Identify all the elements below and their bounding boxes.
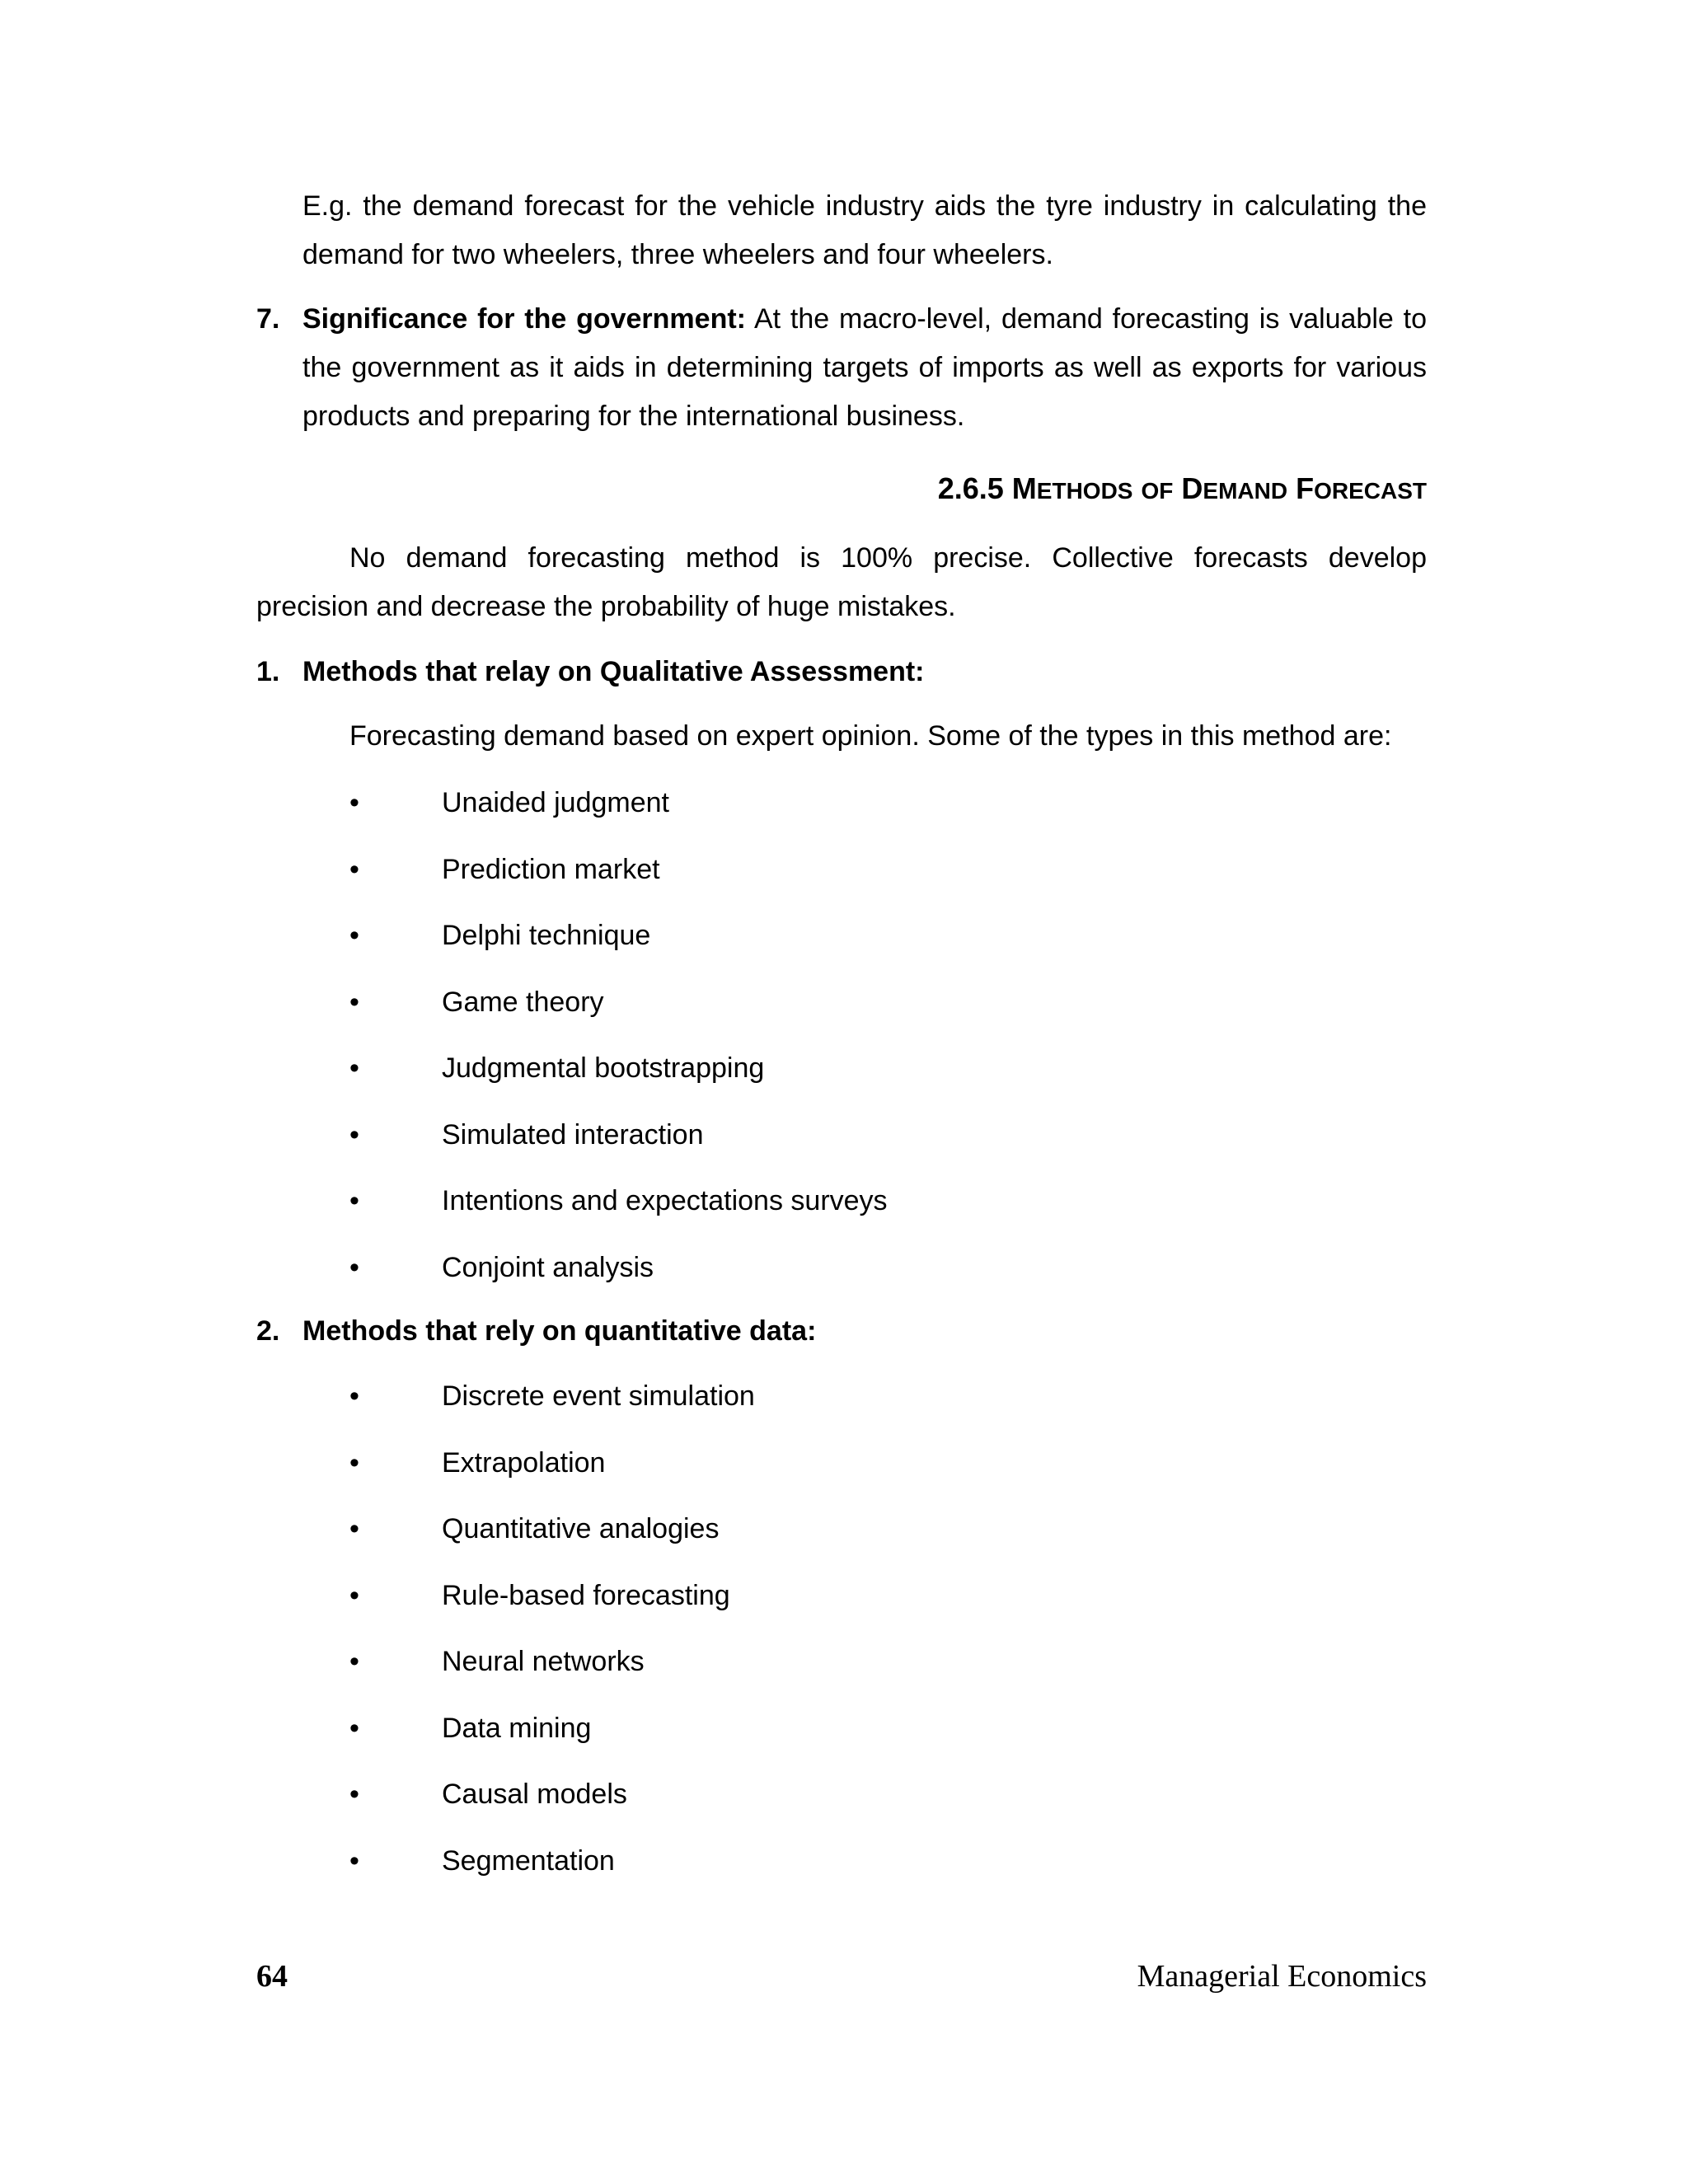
- section-heading: [256, 464, 1427, 515]
- bullet-icon: •: [349, 1052, 359, 1084]
- list-item-label: Unaided judgment: [442, 787, 669, 818]
- page-number: 64: [256, 1959, 288, 1994]
- bullet-icon: •: [349, 1844, 359, 1877]
- methods-intro-line-1: No demand forecasting method is 100% precise. Collective forecasts develop: [349, 542, 1427, 574]
- book-title: Managerial Economics: [1137, 1959, 1427, 1994]
- item-7-number: 7.: [256, 303, 280, 335]
- bullet-icon: •: [349, 1185, 359, 1216]
- method-2-number: 2.: [256, 1315, 280, 1347]
- bullet-icon: •: [349, 1118, 359, 1151]
- list-item-label: Game theory: [442, 986, 604, 1018]
- method-1-description: Forecasting demand based on expert opinion. Some of the types in this method are:: [349, 720, 1392, 752]
- heading-word-4-rest: ORECAST: [1314, 478, 1427, 504]
- heading-word-2: OF: [1141, 478, 1174, 504]
- method-1-title: Methods that relay on Qualitative Assessment:: [302, 656, 925, 687]
- intro-line-2: demand for two wheelers, three wheelers and four wheelers.: [302, 239, 1053, 270]
- method-2-title: Methods that rely on quantitative data:: [302, 1315, 817, 1347]
- heading-word-4-cap: F: [1296, 471, 1315, 505]
- bullet-icon: •: [349, 1579, 359, 1611]
- list-item-label: Segmentation: [442, 1844, 615, 1877]
- item-7-line-1: [302, 295, 1427, 344]
- bullet-icon: •: [349, 1646, 359, 1677]
- heading-word-3-rest: EMAND: [1203, 478, 1288, 504]
- section-number: 2.6.5: [937, 471, 1004, 505]
- item-7-line-3: products and preparing for the international business.: [302, 401, 965, 432]
- bullet-icon: •: [349, 920, 359, 951]
- bullet-icon: •: [349, 1779, 359, 1810]
- bullet-icon: •: [349, 1446, 359, 1479]
- list-item-label: Rule-based forecasting: [442, 1579, 730, 1611]
- list-item-label: Data mining: [442, 1712, 592, 1744]
- bullet-icon: •: [349, 1712, 359, 1744]
- bullet-icon: •: [349, 1251, 359, 1283]
- method-1-number: 1.: [256, 656, 280, 687]
- heading-word-1-cap: M: [1011, 471, 1037, 505]
- list-item-label: Simulated interaction: [442, 1118, 704, 1151]
- heading-word-1-rest: ETHODS: [1036, 478, 1133, 504]
- item-7-line-1-text: At the macro-level, demand forecasting is valuable to: [753, 303, 1427, 335]
- list-item-label: Prediction market: [442, 853, 660, 885]
- item-7-line-2: the government as it aids in determining targets of imports as well as exports for various: [302, 352, 1427, 383]
- list-item-label: Intentions and expectations surveys: [442, 1185, 888, 1216]
- item-7-title: Significance for the government:: [302, 303, 746, 335]
- bullet-icon: •: [349, 1380, 359, 1412]
- list-item-label: Conjoint analysis: [442, 1251, 654, 1283]
- list-item-label: Causal models: [442, 1779, 627, 1810]
- list-item-label: Delphi technique: [442, 920, 651, 951]
- list-item-label: Extrapolation: [442, 1446, 606, 1479]
- methods-intro-line-2: precision and decrease the probability of huge mistakes.: [256, 591, 956, 622]
- bullet-icon: •: [349, 853, 359, 885]
- list-item-label: Neural networks: [442, 1646, 645, 1677]
- list-item-label: Discrete event simulation: [442, 1380, 755, 1412]
- heading-word-3-cap: D: [1181, 471, 1203, 505]
- list-item-label: Quantitative analogies: [442, 1513, 720, 1544]
- intro-line-1: E.g. the demand forecast for the vehicle industry aids the tyre industry in calculating the: [302, 190, 1427, 222]
- bullet-icon: •: [349, 1513, 359, 1544]
- bullet-icon: •: [349, 986, 359, 1018]
- bullet-icon: •: [349, 787, 359, 818]
- list-item-label: Judgmental bootstrapping: [442, 1052, 765, 1084]
